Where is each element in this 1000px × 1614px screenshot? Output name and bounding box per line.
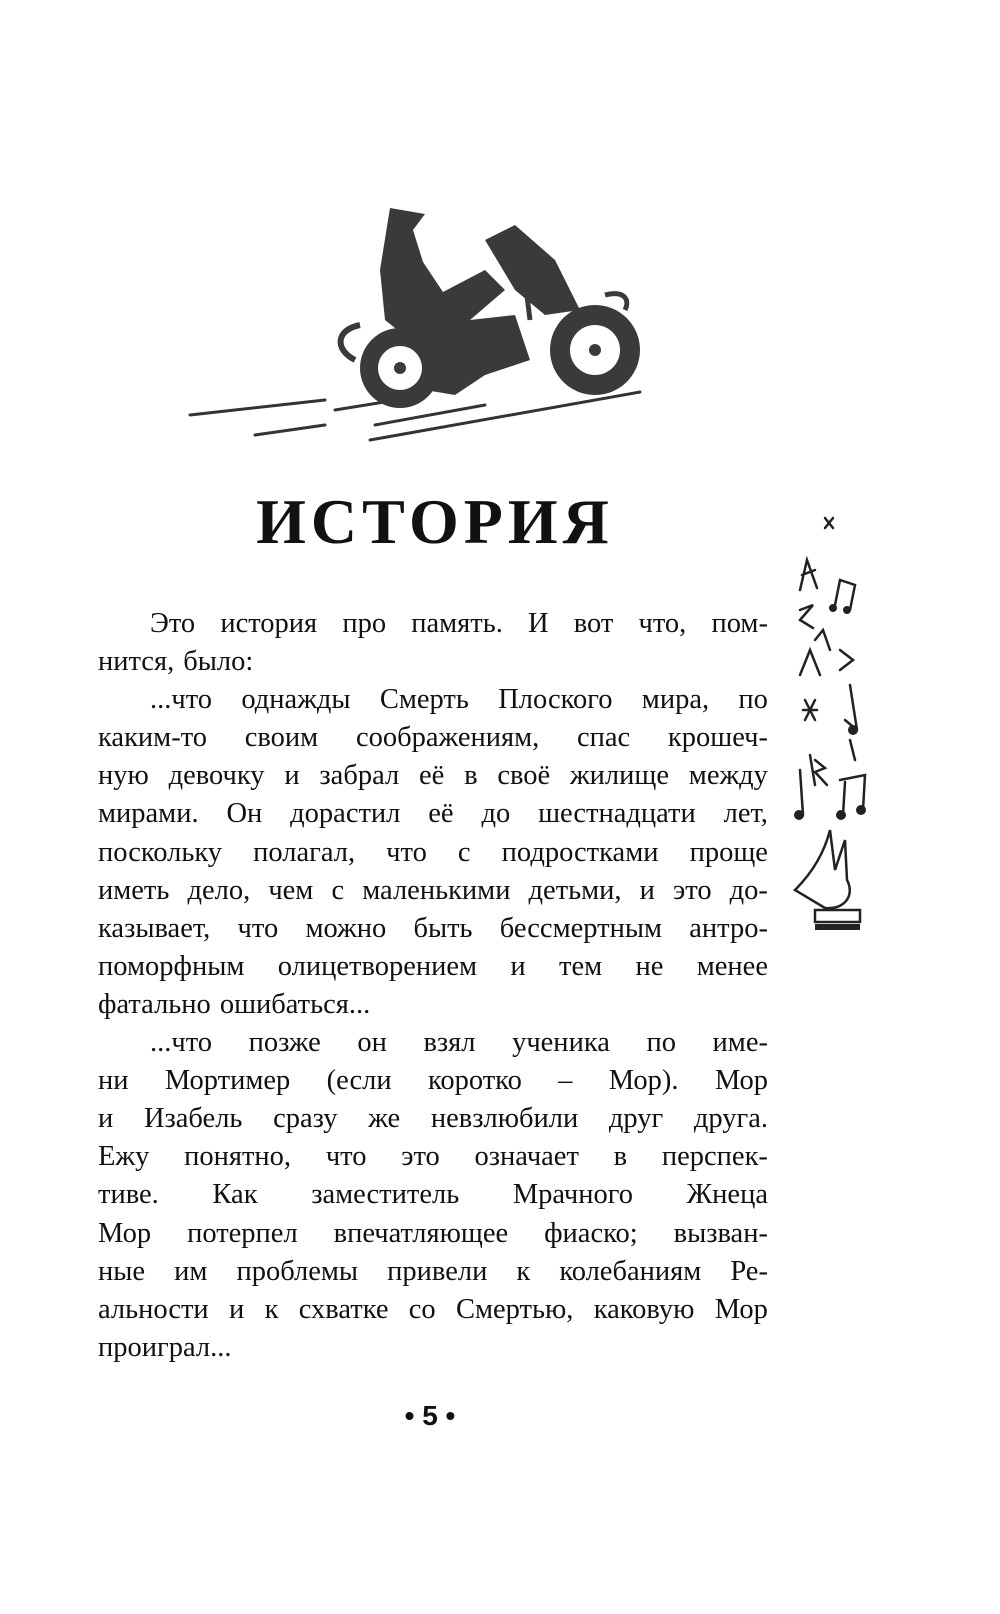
text-line: ...что позже он взял ученика по име-: [150, 1027, 768, 1059]
text-line: иметь дело, чем с маленькими детьми, и это до-: [98, 874, 768, 906]
text-line: проиграл...: [98, 1331, 232, 1363]
paragraph: [98, 681, 768, 1024]
text-line: казывает, что можно быть бессмертным антро-: [98, 912, 768, 944]
text-line: ные им проблемы привели к колебаниям Ре-: [98, 1255, 768, 1287]
text-line: каким-то своим соображениям, спас крошеч-: [98, 722, 768, 754]
text-line: ни Мортимер (если коротко – Мор). Мор: [98, 1065, 768, 1097]
text-line: нится, было:: [98, 646, 254, 678]
text-line: Ежу понятно, что это означает в перспек-: [98, 1141, 768, 1173]
death-on-motorcycle-illustration: [185, 200, 650, 450]
text-line: тиве. Как заместитель Мрачного Жнеца: [98, 1179, 768, 1211]
text-line: Мор потерпел впечатляющее фиаско; вызван-: [98, 1217, 768, 1249]
chapter-title: ИСТОРИЯ: [256, 486, 614, 557]
text-line: ...что однажды Смерть Плоского мира, по: [150, 684, 768, 716]
body-text: [98, 605, 768, 1367]
text-line: ную девочку и забрал её в своё жилище между: [98, 760, 768, 792]
page-number: • 5 •: [404, 1400, 456, 1431]
text-line: фатально ошибаться...: [98, 988, 371, 1020]
text-line: поскольку полагал, что с подростками проще: [98, 836, 768, 868]
text-line: Это история про память. И вот что, пом-: [150, 608, 768, 639]
text-line: мирами. Он дорастил её до шестнадцати лет,: [98, 798, 768, 830]
paragraph: [98, 1024, 768, 1367]
text-line: поморфным олицетворением и тем не менее: [98, 950, 768, 982]
text-line: альности и к схватке со Смертью, каковую Мор: [98, 1293, 768, 1325]
margin-doodles-runes-and-notes: [785, 510, 880, 940]
paragraph: [98, 605, 768, 681]
text-line: и Изабель сразу же невзлюбили друг друга.: [98, 1103, 768, 1135]
